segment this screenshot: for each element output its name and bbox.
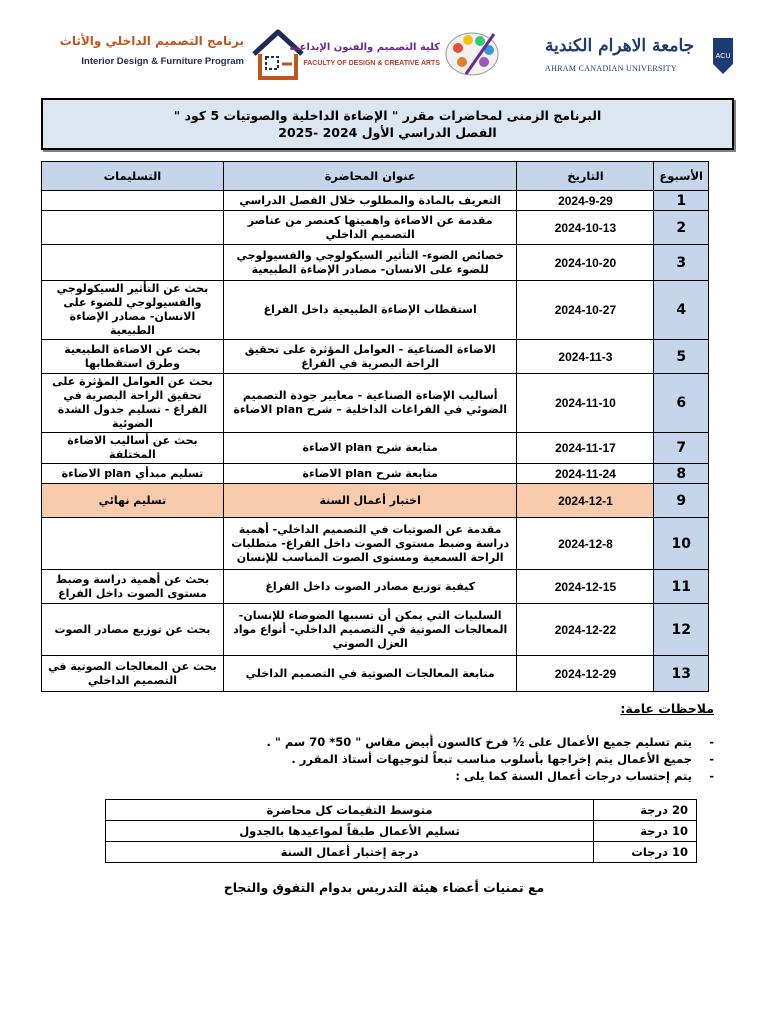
grade-label: تسليم الأعمال طبقاً لمواعيدها بالجدول [106, 821, 594, 842]
cell-date: 2024-12-29 [517, 656, 654, 692]
title-line-1: البرنامج الزمنى لمحاضرات مقرر " الإضاءة الداخلية والصوتيات 5 كود " [173, 108, 602, 123]
faculty-name-en: FACULTY OF DESIGN & CREATIVE ARTS [303, 60, 440, 67]
cell-lecture: مقدمة عن الصوتيات في التصميم الداخلي- أهمية دراسة وضبط مستوى الصوت داخل الفراغ- متطلبات الراحة السمعية ومستوى الصوت المناسب للإنسان [223, 518, 517, 570]
header-date: التاريخ [517, 162, 654, 191]
cell-deliverables: بحث عن التأثير السيكولوجي والفسيولوجي للضوء على الانسان- مصادر الإضاءة الطبيعية [42, 281, 224, 340]
interior-program-logo [58, 22, 308, 92]
grade-row [106, 842, 697, 863]
cell-lecture: كيفية توزيع مصادر الصوت داخل الفراغ [223, 570, 517, 604]
cell-deliverables: بحث عن المعالجات الصوتية في التصميم الداخلي [42, 656, 224, 692]
schedule-row [42, 281, 709, 340]
grades-table [105, 799, 697, 863]
cell-lecture: متابعة المعالجات الصوتية في التصميم الداخلي [223, 656, 517, 692]
cell-date: 2024-10-13 [517, 211, 654, 245]
grade-row [106, 800, 697, 821]
university-logo [545, 22, 735, 92]
note-item: - يتم إحتساب درجات أعمال السنة كما يلى : [154, 769, 714, 784]
schedule-row [42, 433, 709, 464]
grade-points: 10 درجات [594, 842, 697, 863]
schedule-row [42, 484, 709, 518]
cell-date: 2024-10-27 [517, 281, 654, 340]
schedule-row [42, 604, 709, 656]
closing-message: مع تمنيات أعضاء هيئة التدريس بدوام التفوق والنجاح [223, 880, 545, 895]
cell-deliverables [42, 518, 224, 570]
university-name-en: AHRAM CANADIAN UNIVERSITY [545, 64, 677, 73]
cell-date: 2024-11-10 [517, 374, 654, 433]
notes-list [154, 735, 714, 786]
cell-week: 6 [654, 374, 709, 433]
cell-week: 9 [654, 484, 709, 518]
grade-points: 10 درجة [594, 821, 697, 842]
palette-icon [444, 30, 500, 78]
note-item: - يتم تسليم جميع الأعمال على ½ فرخ كالسون أبيض مقاس " 50* 70 سم " . [154, 735, 714, 750]
cell-deliverables: بحث عن أساليب الاضاءة المختلفة [42, 433, 224, 464]
cell-deliverables: بحث عن الاضاءة الطبيعية وطرق استقطابها [42, 340, 224, 374]
schedule-row [42, 191, 709, 211]
schedule-row [42, 570, 709, 604]
schedule-row [42, 340, 709, 374]
cell-lecture: متابعة شرح plan الاضاءة [223, 464, 517, 484]
cell-lecture: التعريف بالمادة والمطلوب خلال الفصل الدراسي [223, 191, 517, 211]
title-line-2: الفصل الدراسي الأول 2024 -2025 [278, 125, 497, 140]
cell-week: 10 [654, 518, 709, 570]
cell-deliverables: تسليم مبدأي plan الاضاءة [42, 464, 224, 484]
cell-week: 13 [654, 656, 709, 692]
logos-header [40, 22, 730, 92]
cell-deliverables: بحث عن توزيع مصادر الصوت [42, 604, 224, 656]
cell-deliverables: تسليم نهائي [42, 484, 224, 518]
schedule-row [42, 464, 709, 484]
university-name-ar: جامعة الاهرام الكندية [545, 36, 695, 56]
interior-program-name-en: Interior Design & Furniture Program [81, 56, 244, 67]
schedule-header-row [42, 162, 709, 191]
cell-week: 3 [654, 245, 709, 281]
cell-deliverables [42, 211, 224, 245]
schedule-row [42, 518, 709, 570]
document-title-box [41, 98, 734, 150]
seal-text: ACU [715, 53, 731, 60]
notes-title: ملاحظات عامة: [620, 701, 714, 716]
schedule-row [42, 374, 709, 433]
cell-week: 2 [654, 211, 709, 245]
header-lecture: عنوان المحاضرة [223, 162, 517, 191]
cell-week: 5 [654, 340, 709, 374]
cell-week: 1 [654, 191, 709, 211]
faculty-logo [290, 22, 500, 92]
cell-lecture: متابعة شرح plan الاضاءة [223, 433, 517, 464]
cell-deliverables: بحث عن أهمية دراسة وضبط مستوى الصوت داخل الفراغ [42, 570, 224, 604]
schedule-table [41, 161, 709, 692]
cell-date: 2024-10-20 [517, 245, 654, 281]
header-week: الأسبوع [654, 162, 709, 191]
schedule-row [42, 245, 709, 281]
cell-date: 2024-12-15 [517, 570, 654, 604]
cell-date: 2024-12-1 [517, 484, 654, 518]
cell-lecture: استقطاب الإضاءة الطبيعية داخل الفراغ [223, 281, 517, 340]
cell-lecture: اختبار أعمال السنة [223, 484, 517, 518]
cell-lecture: الاضاءة الصناعية - العوامل المؤثرة على تحقيق الراحة البصرية في الفراغ [223, 340, 517, 374]
cell-date: 2024-11-17 [517, 433, 654, 464]
cell-lecture: خصائص الضوء- التأثير السيكولوجي والفسيولوجي للضوء على الانسان- مصادر الإضاءة الطبيعية [223, 245, 517, 281]
cell-date: 2024-11-3 [517, 340, 654, 374]
grade-label: متوسط التقيمات كل محاضرة [106, 800, 594, 821]
cell-lecture: أساليب الإضاءة الصناعية - معايير جودة التصميم الضوئي في الفراغات الداخلية – شرح plan الاضاءة [223, 374, 517, 433]
interior-program-name-ar: برنامج التصميم الداخلي والأثاث [59, 34, 244, 48]
cell-deliverables: بحث عن العوامل المؤثرة على تحقيق الراحة البصرية في الفراغ - تسليم جدول الشدة الضوئية [42, 374, 224, 433]
cell-week: 12 [654, 604, 709, 656]
schedule-row [42, 211, 709, 245]
cell-date: 2024-12-22 [517, 604, 654, 656]
university-seal-icon [711, 36, 735, 76]
grade-label: درجة إختبار أعمال السنة [106, 842, 594, 863]
schedule-row [42, 656, 709, 692]
cell-week: 7 [654, 433, 709, 464]
schedule-body [42, 191, 709, 692]
header-deliverables: التسليمات [42, 162, 224, 191]
cell-lecture: مقدمة عن الاضاءة واهميتها كعنصر من عناصر التصميم الداخلي [223, 211, 517, 245]
cell-lecture: السلبيات التي يمكن أن تسببها الضوضاء للإنسان- المعالجات الصوتية في التصميم الداخلي- أنواع مواد العزل الصوتي [223, 604, 517, 656]
cell-date: 2024-12-8 [517, 518, 654, 570]
cell-date: 2024-11-24 [517, 464, 654, 484]
grade-points: 20 درجة [594, 800, 697, 821]
cell-week: 8 [654, 464, 709, 484]
cell-week: 11 [654, 570, 709, 604]
grade-row [106, 821, 697, 842]
faculty-name-ar: كلية التصميم والفنون الإبداعية [289, 42, 440, 53]
cell-date: 2024-9-29 [517, 191, 654, 211]
note-item: - جميع الأعمال يتم إخراجها بأسلوب مناسب تبعاً لتوجيهات أستاذ المقرر . [154, 752, 714, 767]
cell-deliverables [42, 191, 224, 211]
cell-week: 4 [654, 281, 709, 340]
cell-deliverables [42, 245, 224, 281]
